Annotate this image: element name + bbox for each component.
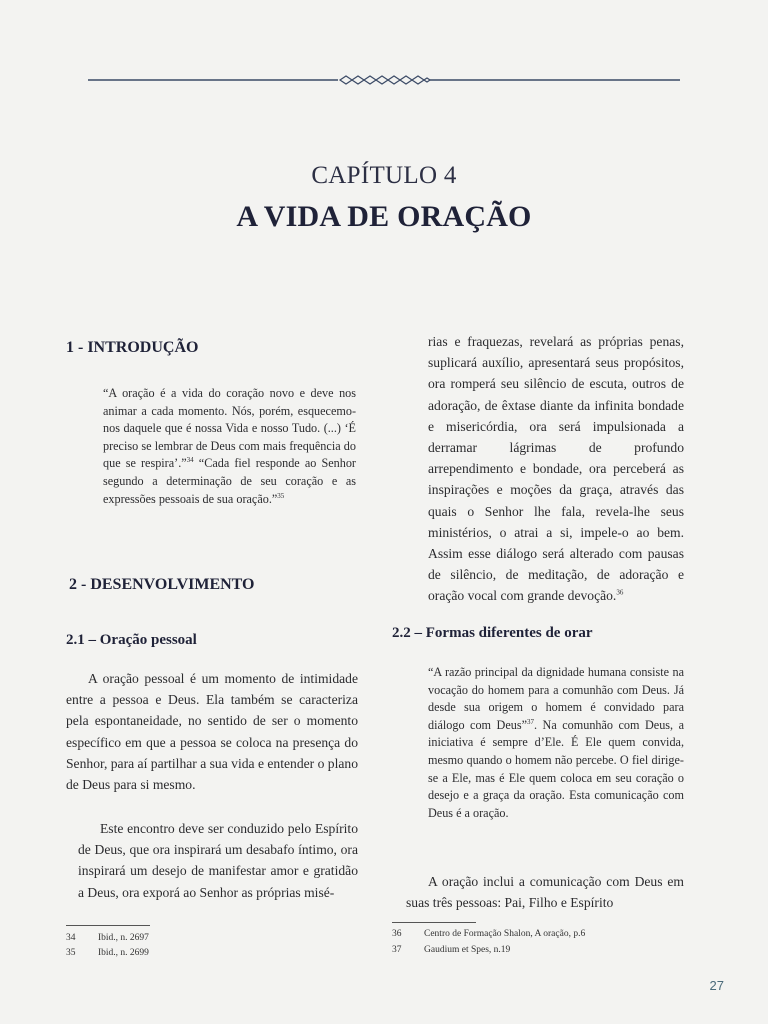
footnote-rule-left [66,925,150,926]
forms-of-prayer-paragraph: A oração inclui a comunicação com Deus em suas três pessoas: Pai, Filho e Espírito [406,874,684,911]
footnote-text: Ibid., n. 2699 [98,948,149,958]
personal-prayer-subheading: 2.1 – Oração pessoal [66,632,197,648]
footnote-ref-36: 36 [616,588,624,597]
footnote-text: Centro de Formação Shalon, A oração, p.6 [424,929,586,939]
footnote-ref-35: 35 [277,491,285,500]
intro-heading: 1 - INTRODUÇÃO [66,339,199,356]
page-number: 27 [709,978,724,993]
gaudium-quote [428,664,684,822]
personal-prayer-paragraph-2: Este encontro deve ser conduzido pelo Espírito de Deus, que ora inspirará um desabafo íntimo, ora inspirará um desejo de manifestar amor e gratidão a Deus, ora exporá ao Senhor as próprias misé- [78,821,358,900]
footnote-number: 37 [392,945,402,955]
development-heading: 2 - DESENVOLVIMENTO [69,576,255,593]
intro-quote [103,385,356,508]
footnote-number: 35 [66,948,76,958]
forms-of-prayer-subheading: 2.2 – Formas diferentes de orar [392,625,593,641]
footnote-number: 36 [392,929,402,939]
footnote-text: Gaudium et Spes, n.19 [424,945,511,955]
personal-prayer-paragraph-1: A oração pessoal é um momento de intimidade entre a pessoa e Deus. Ela também se caracteriza pela espontaneidade, no sentido de ser o momento específico em que a pessoa se coloca na presença do Senhor, para aí partilhar a sua vida e entender o plano de Deus para si mesmo. [66,671,358,793]
chapter-title: A VIDA DE ORAÇÃO [236,200,532,233]
footnote-ref-37: 37 [527,717,534,726]
footnote-text: Ibid., n. 2697 [98,933,149,943]
chapter-label: CAPÍTULO 4 [311,162,457,189]
top-ornament [88,72,680,88]
personal-prayer-continuation [428,331,684,607]
intro-quote-text-b: “Cada fiel responde ao Senhor segundo a determinação de seu coração e as expressões pessoais de sua oração.” [103,456,356,506]
footnote-35 [66,948,149,958]
footnote-ref-34: 34 [186,456,194,465]
gaudium-quote-text-b: . Na comunhão com Deus, a iniciativa é sempre d’Ele. É Ele quem convida, mesmo quando o homem não percebe. O fiel dirige-se a Ele, mas é Ele quem coloca em seu coração o desejo e a graça da oração. Esta comunicação com Deus é a oração. [428,717,685,820]
gaudium-quote-text-a: “A razão principal da dignidade humana consiste na vocação do homem para a comunhão com Deus. Já desde sua origem o homem é convidado para diálogo com Deus” [428,665,684,732]
footnote-number: 34 [66,933,76,943]
footnote-37 [392,945,510,955]
continuation-text: rias e fraquezas, revelará as próprias penas, suplicará auxílio, apresentará seus propósitos, ora romperá seu silêncio de escuta, outros de adoração, de êxtase diante da infinita bondade e misericórdia, ora será impulsionada a derramar lágrimas de profundo arrependimento e bondade, ora perceberá as inspirações e moções da graça, através das quais o Senhor lhe fala, revela-lhe seus ministérios, o atrai a si, impele-o ao bem. Assim esse diálogo será alterado com pausas de silêncio, de meditação, de adoração e oração vocal com grande devoção. [428,334,684,604]
ornament-divider [88,72,680,88]
intro-quote-text-a: “A oração é a vida do coração novo e deve nos animar a cada momento. Nós, porém, esquecemo-nos daquele que é nossa Vida e nosso Tudo. (...) ‘É preciso se lembrar de Deus com mais frequência do que se respira’.” [103,386,356,471]
footnote-34 [66,933,149,943]
footnote-36 [392,929,585,939]
footnote-rule-right [392,922,476,923]
